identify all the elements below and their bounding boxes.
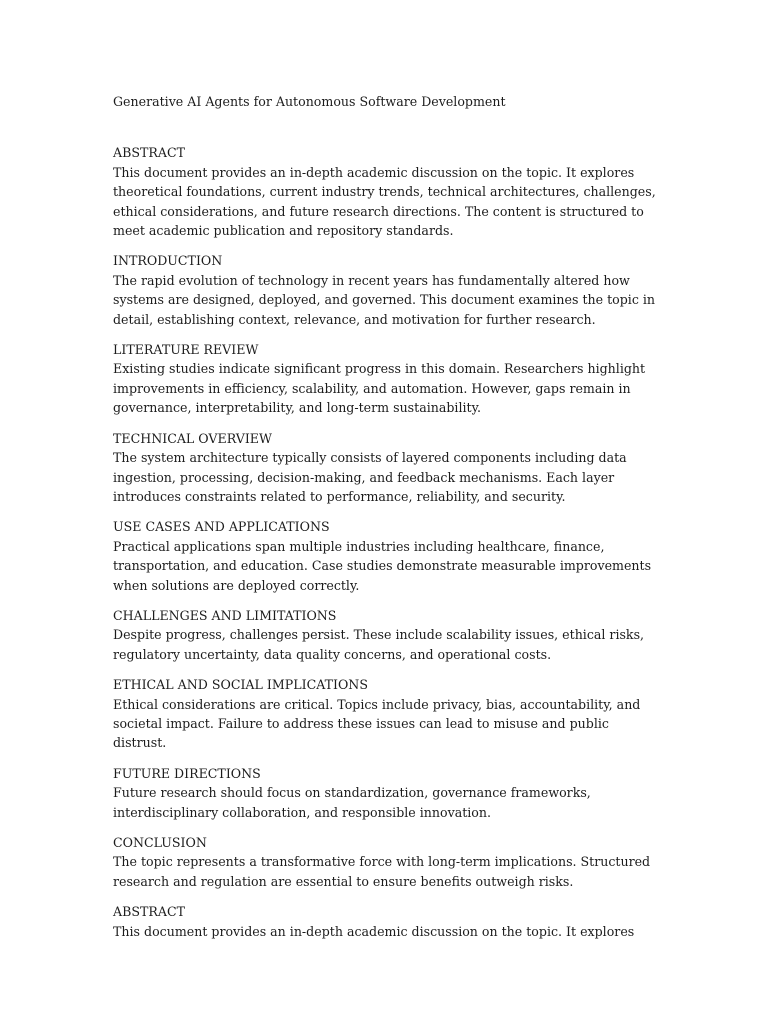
- document-page: [113, 92, 661, 952]
- section-body: This document provides an in-depth academic discussion on the topic. It explores theoretical foundations, current industry trends, technical architectures, challenges, ethical considerations, and future research directions. The content is structured to meet academic publication and repository standards.: [113, 164, 656, 239]
- section-body: Ethical considerations are critical. Topics include privacy, bias, accountability, and societal impact. Failure to address these issues can lead to misuse and public distrust.: [113, 696, 641, 751]
- section-heading: INTRODUCTION: [113, 253, 223, 269]
- section-heading: ABSTRACT: [113, 145, 185, 161]
- section-heading: CONCLUSION: [113, 835, 207, 850]
- section-heading: TECHNICAL OVERVIEW: [113, 430, 272, 446]
- section-technical-overview: [113, 429, 661, 507]
- section-heading: ABSTRACT: [113, 904, 185, 920]
- section-introduction: [113, 251, 661, 329]
- section-body: Existing studies indicate significant progress in this domain. Researchers highlight improvements in efficiency, scalability, and automation. However, gaps remain in governance, interpretability, and long-term sustainability.: [113, 361, 646, 416]
- section-body: The rapid evolution of technology in recent years has fundamentally altered how systems are designed, deployed, and governed. This document examines the topic in detail, establishing context, relevance, and motivation for further research.: [113, 272, 656, 327]
- section-abstract: [113, 143, 661, 240]
- section-future-directions: [113, 764, 661, 822]
- section-body: The system architecture typically consists of layered components including data ingestion, processing, decision-making, and feedback mechanisms. Each layer introduces constraints related to performance, reliability, and security.: [113, 450, 627, 504]
- section-body: Future research should focus on standardization, governance frameworks, interdisciplinary collaboration, and responsible innovation.: [113, 785, 591, 820]
- section-literature-review: [113, 340, 661, 418]
- section-heading: FUTURE DIRECTIONS: [113, 765, 261, 781]
- section-heading: CHALLENGES AND LIMITATIONS: [113, 607, 337, 623]
- section-body: Practical applications span multiple industries including healthcare, finance, transportation, and education. Case studies demonstrate measurable improvements when solutions are deployed correctly.: [113, 538, 652, 593]
- section-body: Despite progress, challenges persist. These include scalability issues, ethical risks, regulatory uncertainty, data quality concerns, and operational costs.: [113, 627, 645, 662]
- section-use-cases: [113, 517, 661, 595]
- section-abstract-repeat: [113, 902, 661, 941]
- section-challenges: [113, 606, 661, 664]
- document-title: Generative AI Agents for Autonomous Software Development: [113, 94, 506, 109]
- section-ethical-implications: [113, 675, 661, 753]
- section-heading: USE CASES AND APPLICATIONS: [113, 519, 330, 535]
- section-body: The topic represents a transformative force with long-term implications. Structured research and regulation are essential to ensure benefits outweigh risks.: [113, 854, 651, 889]
- section-heading: ETHICAL AND SOCIAL IMPLICATIONS: [113, 677, 368, 693]
- section-body: This document provides an in-depth academic discussion on the topic. It explores: [113, 923, 635, 939]
- section-conclusion: [113, 833, 661, 891]
- section-heading: LITERATURE REVIEW: [113, 342, 259, 358]
